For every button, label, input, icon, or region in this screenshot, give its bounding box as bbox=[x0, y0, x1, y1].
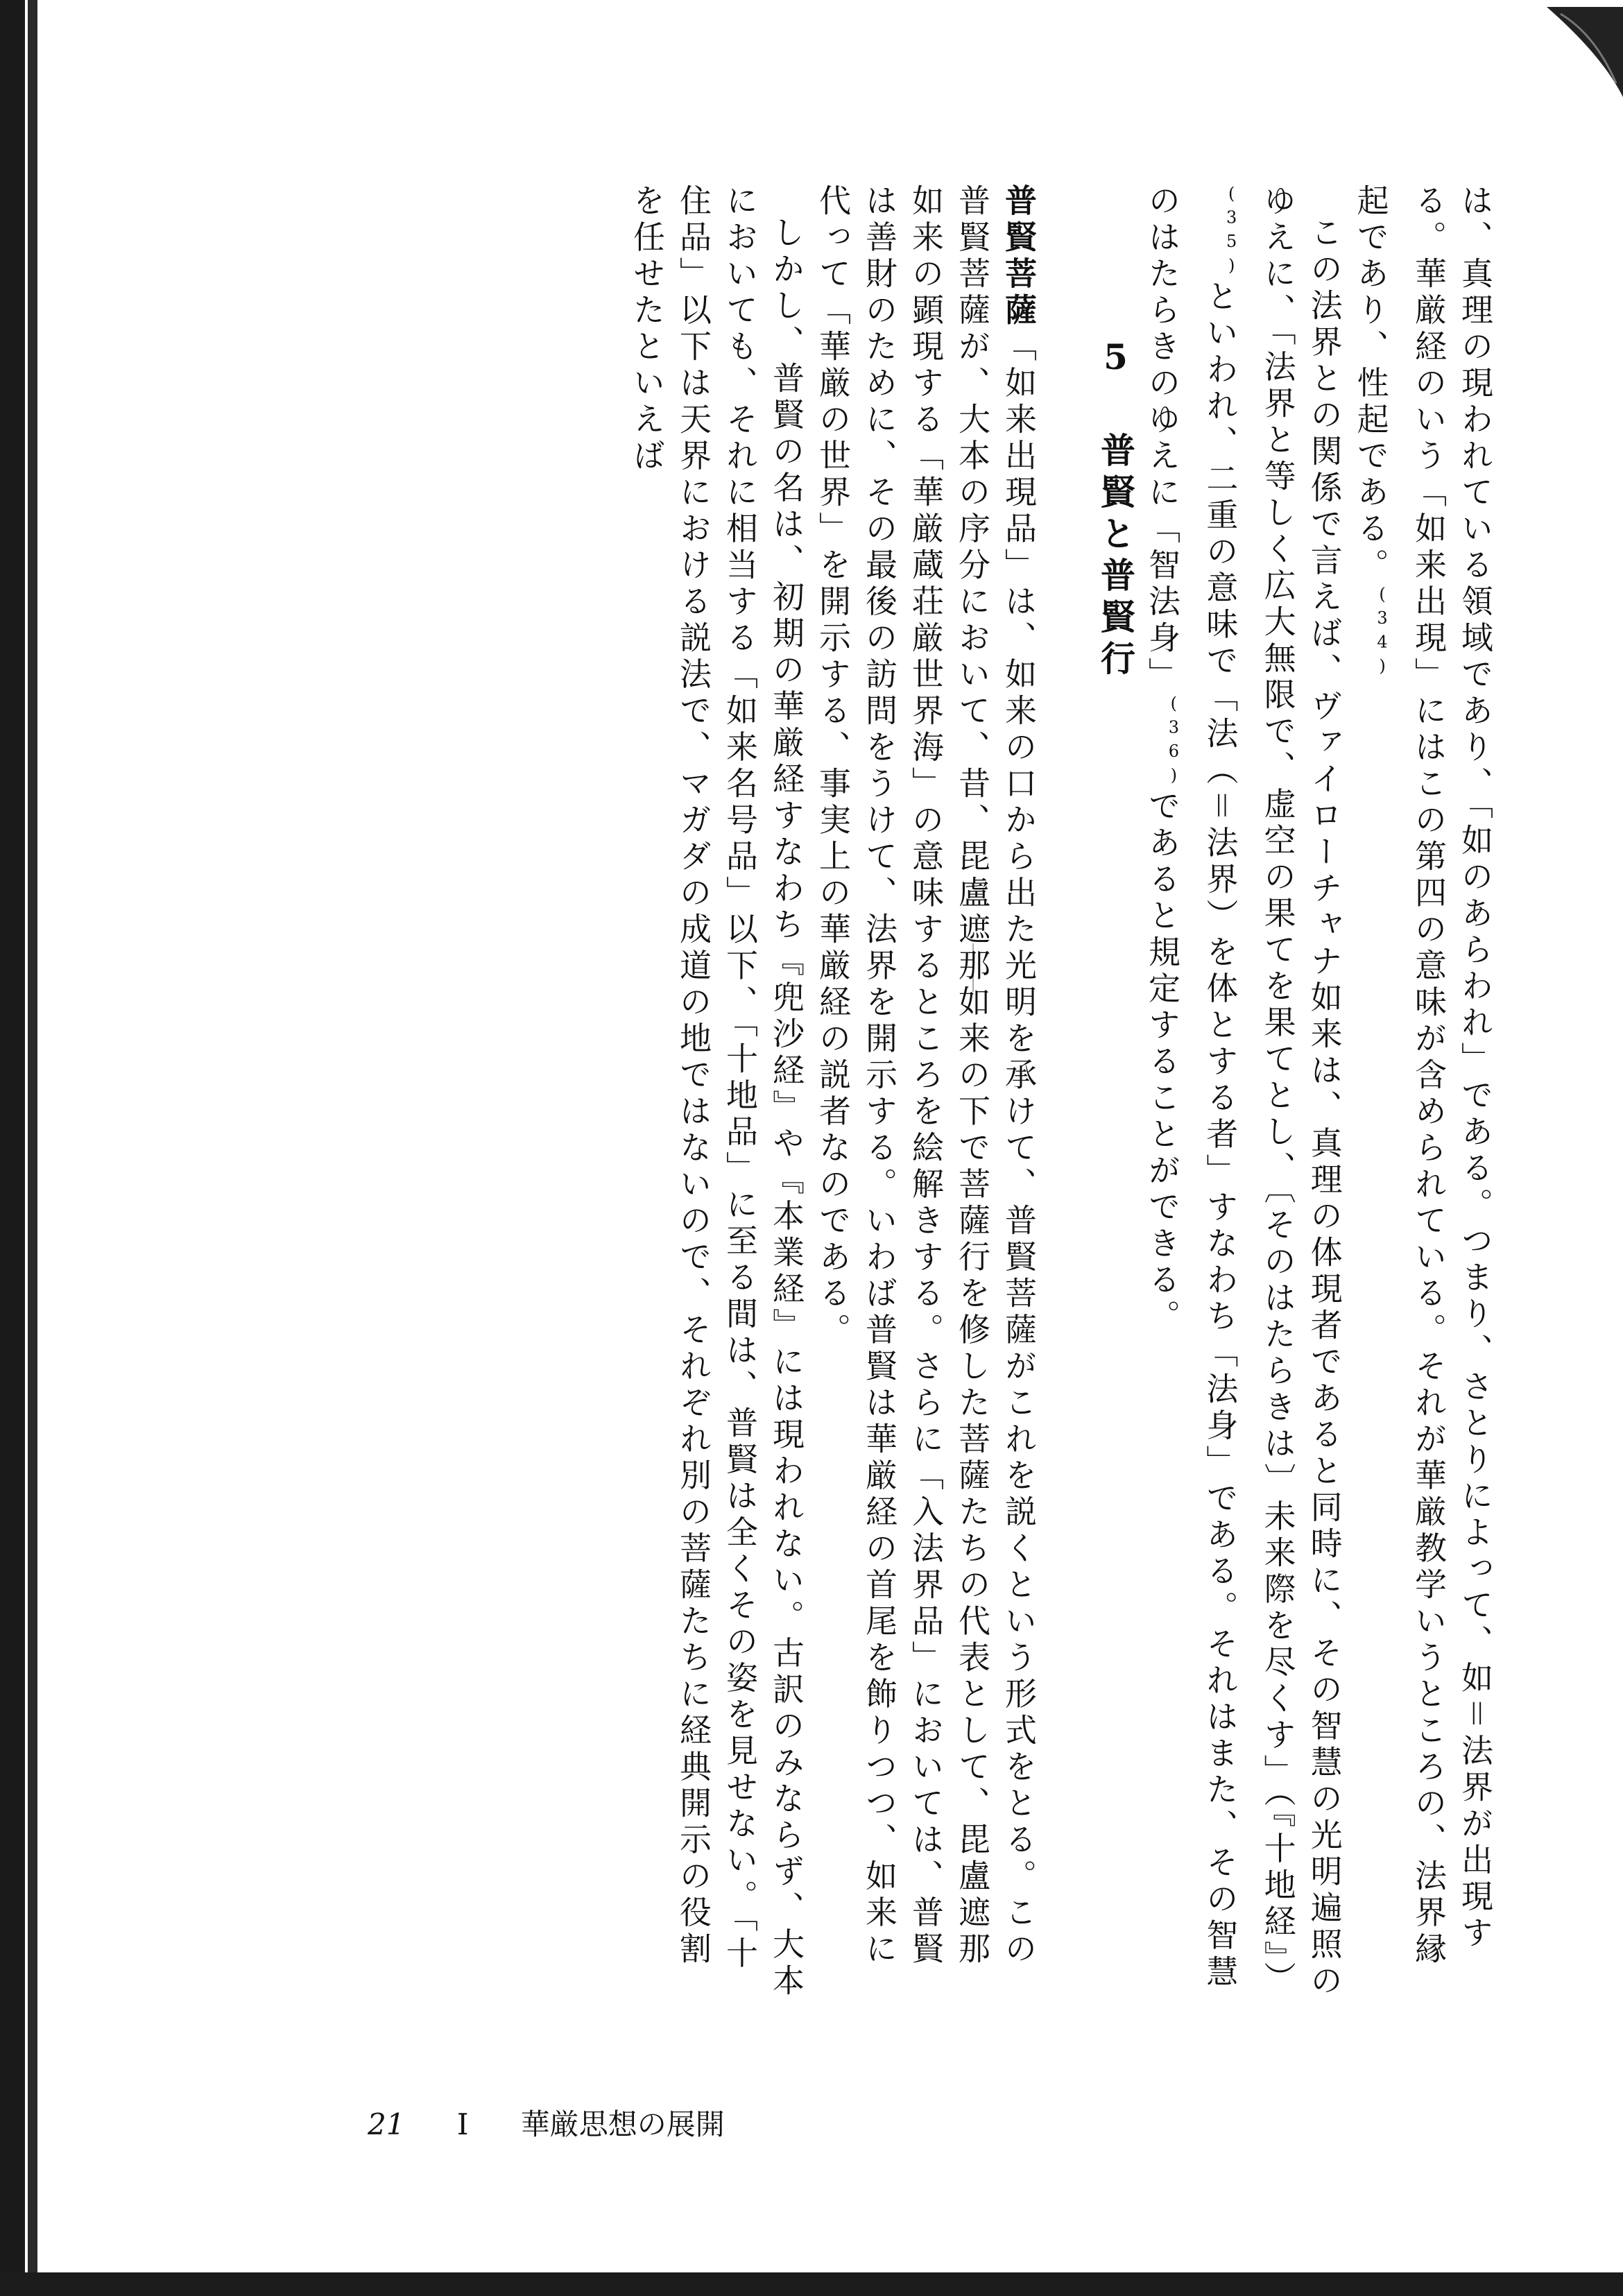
section-number: 5 bbox=[1095, 336, 1137, 384]
run-in-heading: 普賢菩薩 bbox=[1000, 184, 1038, 329]
section-heading bbox=[1042, 184, 1139, 2001]
page-footer bbox=[368, 2102, 768, 2143]
part-number: I bbox=[456, 2107, 469, 2141]
scan-edge-left bbox=[0, 0, 25, 2296]
note-ref-35: (35) bbox=[1221, 184, 1242, 280]
page-number: 21 bbox=[368, 2107, 405, 2141]
paragraph-1: は、真理の現われている領域であり、「如のあらわれ」である。つまり、さとりによって、如＝法界が出現する。華厳経のいう「如来出現」にはこの第四の意味が含められている。それが華厳教学いうところの、法界縁起であり、性起である。$^{(34)}$ bbox=[1352, 184, 1494, 1969]
running-title: 華厳思想の展開 bbox=[520, 2107, 725, 2141]
page-corner-curl bbox=[1547, 7, 1623, 97]
note-ref-36: (36) bbox=[1164, 694, 1184, 789]
section-title: 普賢と普賢行 bbox=[1095, 432, 1137, 682]
paragraph-4: しかし、普賢の名は、初期の華厳経すなわち『兜沙経』や『本業経』には現われない。古訳のみならず、大本においても、それに相当する「如来名号品」以下、「十地品」に至る間は、普賢は全くその姿を見せない。「十住品」以下は天界における説法で、マガダの成道の地ではないので、それぞれ別の菩薩たちに経典開示の役割を任せたといえば bbox=[628, 184, 806, 2001]
scan-edge-left-inner bbox=[28, 0, 37, 2296]
body-text bbox=[291, 184, 1498, 2001]
paragraph-2: この法界との関係で言えば、ヴァイローチャナ如来は、真理の体現者であると同時に、その智慧の光明遍照のゆえに、「法界と等しく広大無限で、虚空の果てを果てとし、〔そのはたらきは〕未来際を尽くす」（『十地経』）$^{(35)}$といわれ、二重の意味で「法（＝法界）を体とする者」すなわち「法身」である。それはまた、その智慧のはたらきのゆえに「智法身」$^{(36)}$であると規定することができる。 bbox=[1144, 184, 1343, 2001]
note-ref-34: (34) bbox=[1373, 584, 1392, 680]
paragraph-3: 普賢菩薩「如来出現品」は、如来の口から出た光明を承けて、普賢菩薩がこれを説くという形式をとる。この普賢菩薩が、大本の序分において、昔、毘盧遮那如来の下で菩薩行を修した菩薩たちの代表として、毘盧遮那如来の顕現する「華厳蔵荘厳世界海」の意味するところを絵解きする。さらに「入法界品」においては、普賢は善財のために、その最後の訪問をうけて、法界を開示する。いわば普賢は華厳経の首尾を飾りつつ、如来に代って「華厳の世界」を開示する、事実上の華厳経の説者なのである。 bbox=[814, 184, 1038, 1969]
scan-edge-bottom bbox=[0, 2272, 1623, 2296]
